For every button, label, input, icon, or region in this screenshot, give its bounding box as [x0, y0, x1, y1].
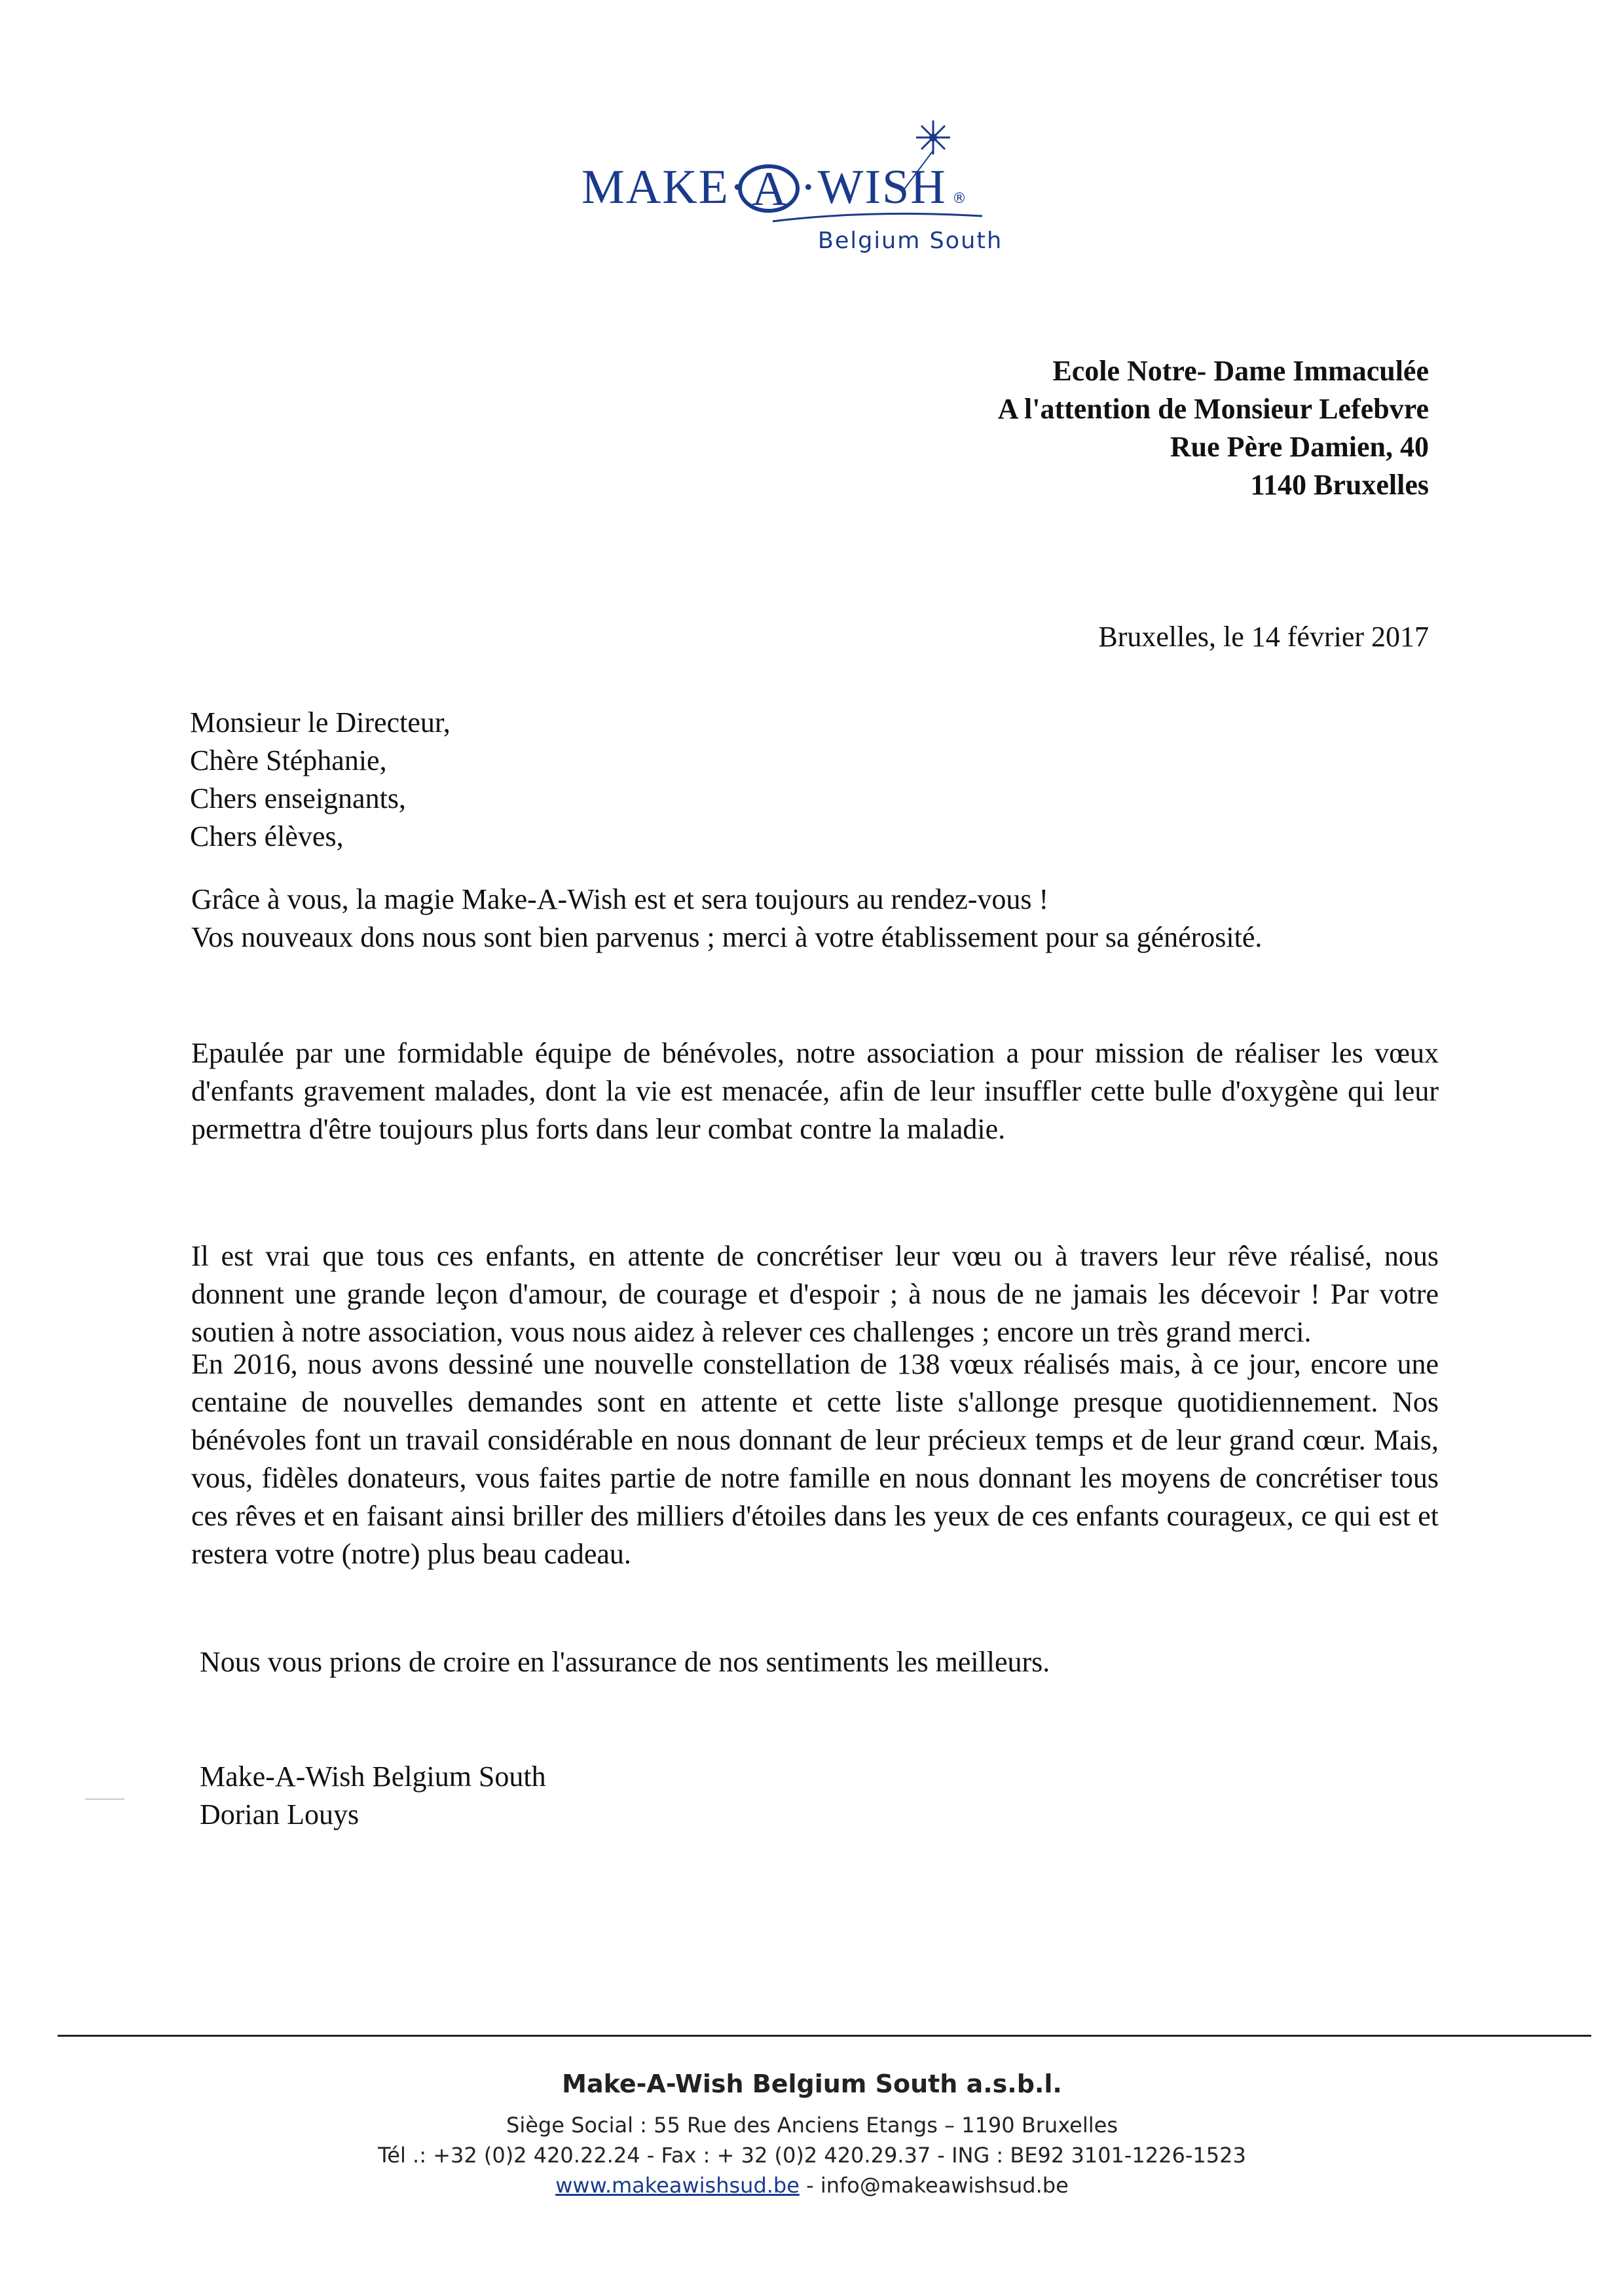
- footer-divider: [58, 2035, 1591, 2037]
- website-link[interactable]: www.makeawishsud.be: [555, 2173, 800, 2198]
- salutation-line: Monsieur le Directeur,: [190, 706, 451, 738]
- recipient-address: [998, 352, 1429, 504]
- paragraph-line: Grâce à vous, la magie Make-A-Wish est et sera toujours au rendez-vous !: [191, 883, 1049, 915]
- recipient-line-city: 1140 Bruxelles: [1250, 469, 1429, 501]
- closing-formula: Nous vous prions de croire en l'assurance de nos sentiments les meilleurs.: [200, 1646, 1050, 1678]
- recipient-line-attention: A l'attention de Monsieur Lefebvre: [997, 393, 1429, 425]
- logo-subtitle: Belgium South: [817, 228, 1003, 254]
- paragraph-constellation: En 2016, nous avons dessiné une nouvelle constellation de 138 vœux réalisés mais, à ce jour, encore une centaine de nouvelles demandes sont en attente et cette liste s'allonge presque quotidiennement. Nos bénévoles font un travail considérable en nous donnant de leur précieux temps et de leur grand cœur. Mais, vous, fidèles donateurs, vous faites partie de notre famille en nous donnant les moyens de concrétiser tous ces rêves et en faisant ainsi briller des milliers d'étoiles dans les yeux de ces enfants courageux, ce qui est et restera votre (notre) plus beau cadeau.: [191, 1348, 1439, 1570]
- footer-separator: -: [799, 2173, 821, 2198]
- paragraph-line: Vos nouveaux dons nous sont bien parvenus ; merci à votre établissement pour sa générosité.: [191, 921, 1263, 953]
- signature-name: Dorian Louys: [200, 1798, 360, 1831]
- footer: [0, 2066, 1624, 2200]
- svg-text:·WISH: ·WISH: [800, 160, 947, 214]
- footer-address: Siège Social : 55 Rue des Anciens Etangs – 1190 Bruxelles: [506, 2113, 1118, 2138]
- make-a-wish-logo: [576, 111, 1048, 268]
- logo-a-emblem: [740, 162, 798, 216]
- recipient-line-street: Rue Père Damien, 40: [1170, 431, 1429, 463]
- signature-block: [200, 1758, 546, 1834]
- footer-org-name: Make-A-Wish Belgium South a.s.b.l.: [562, 2069, 1062, 2098]
- scan-artifact: [85, 1798, 124, 1800]
- letter-date: Bruxelles, le 14 février 2017: [1098, 621, 1429, 653]
- svg-text:A: A: [752, 162, 787, 216]
- salutation-line: Chers élèves,: [190, 820, 344, 852]
- salutation: [190, 704, 451, 856]
- footer-contact: Tél .: +32 (0)2 420.22.24 - Fax : + 32 (0)2 420.29.37 - ING : BE92 3101-1226-1523: [378, 2143, 1246, 2168]
- recipient-line-school: Ecole Notre- Dame Immaculée: [1052, 355, 1429, 387]
- salutation-line: Chers enseignants,: [190, 782, 406, 814]
- logo-wordmark-text: MAKE·: [581, 160, 747, 214]
- registered-mark: ®: [952, 191, 967, 207]
- footer-email[interactable]: info@makeawishsud.be: [820, 2173, 1069, 2198]
- signature-org: Make-A-Wish Belgium South: [200, 1760, 546, 1793]
- paragraph-mission: Epaulée par une formidable équipe de bénévoles, notre association a pour mission de réaliser les vœux d'enfants gravement malades, dont la vie est menacée, afin de leur insuffler cette bulle d'oxygène qui leur permettra d'être toujours plus forts dans leur combat contre la maladie.: [191, 1037, 1439, 1145]
- footer-web-email: [0, 2170, 1624, 2200]
- salutation-line: Chère Stéphanie,: [190, 744, 387, 776]
- paragraph-thanks: [191, 881, 1439, 957]
- paragraph-children: Il est vrai que tous ces enfants, en attente de concrétiser leur vœu ou à travers leur rêve réalisé, nous donnent une grande leçon d'amour, de courage et d'espoir ; à nous de ne jamais les décevoir ! Par votre soutien à notre association, vous nous aidez à relever ces challenges ; encore un très grand merci.: [191, 1240, 1439, 1348]
